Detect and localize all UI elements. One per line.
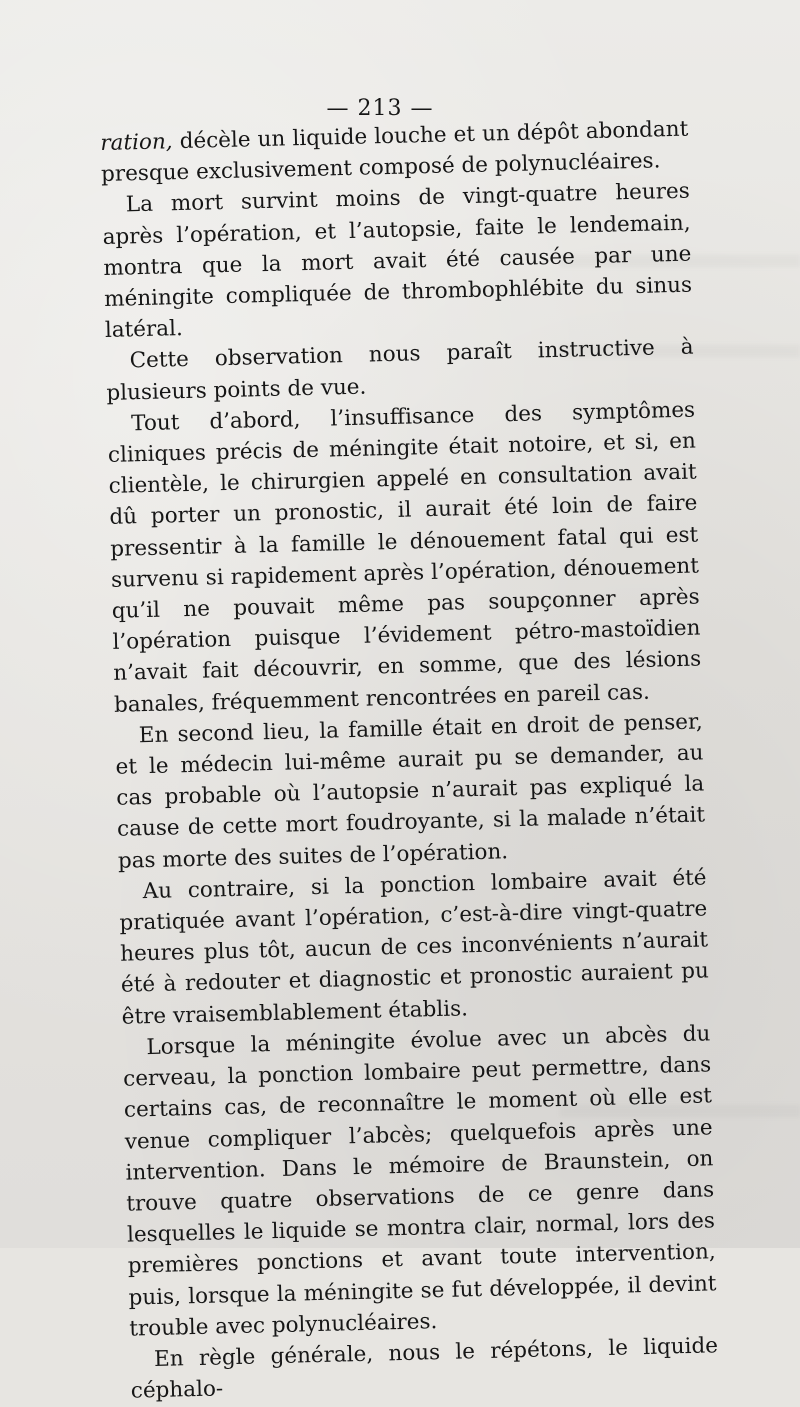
paragraph-text: décèle un liquide louche et un dépôt abondant presque exclusivement composé de polynucléaires.	[100, 116, 689, 188]
page-number: — 213 —	[326, 96, 434, 121]
paragraph: Cette observation nous paraît instructive à plusieurs points de vue.	[106, 334, 694, 406]
paragraph: En règle générale, nous le répétons, le liquide céphalo-	[130, 1333, 719, 1404]
paragraph: Au contraire, si la ponction lombaire avait été pratiquée avant l’opération, c’est-à-dire vingt-quatre heures plus tôt, aucun de ces inconvénients n’aurait été à redouter et diagnostic et pronostic auraient pu être vraisemblablement établis.	[119, 865, 710, 1030]
body-text	[100, 114, 719, 1407]
paragraph: Tout d’abord, l’insuffisance des symptômes cliniques précis de méningite était notoire, et si, en clientèle, le chirurgien appelé en consultation avait dû porter un pronostic, il aurait été loin de faire pressentir à la famille le dénouement fatal qui est survenu si rapidement après l’opération, dénouement qu’il ne pouvait même pas soupçonner après l’opération puisque l’évidement pétro-mastoïdien n’avait fait découvrir, en somme, que des lésions banales, fréquemment rencontrées en pareil cas.	[107, 397, 702, 718]
paragraph: La mort survint moins de vingt-quatre heures après l’opération, et l’autopsie, faite le lendemain, montra que la mort avait été causée par une méningite compliquée de thrombophlébite du sinus latéral.	[102, 179, 693, 344]
italic-word: ration,	[100, 129, 173, 156]
paragraph: Lorsque la méningite évolue avec un abcès du cerveau, la ponction lombaire peut permettre, dans certains cas, de reconnaître le moment où elle est venue compliquer l’abcès; quelquefois après une intervention. Dans le mémoire de Braunstein, on trouve quatre observations de ce genre dans lesquelles le liquide se montra clair, normal, lors des premières ponctions et avant toute intervention, puis, lorsque la méningite se fut développée, il devint trouble avec polynucléaires.	[122, 1021, 717, 1342]
paragraph: En second lieu, la famille était en droit de penser, et le médecin lui-même aurait pu se demander, au cas probable où l’autopsie n’aurait pas expliqué la cause de cette mort foudroyante, si la malade n’était pas morte des suites de l’opération.	[115, 709, 706, 874]
